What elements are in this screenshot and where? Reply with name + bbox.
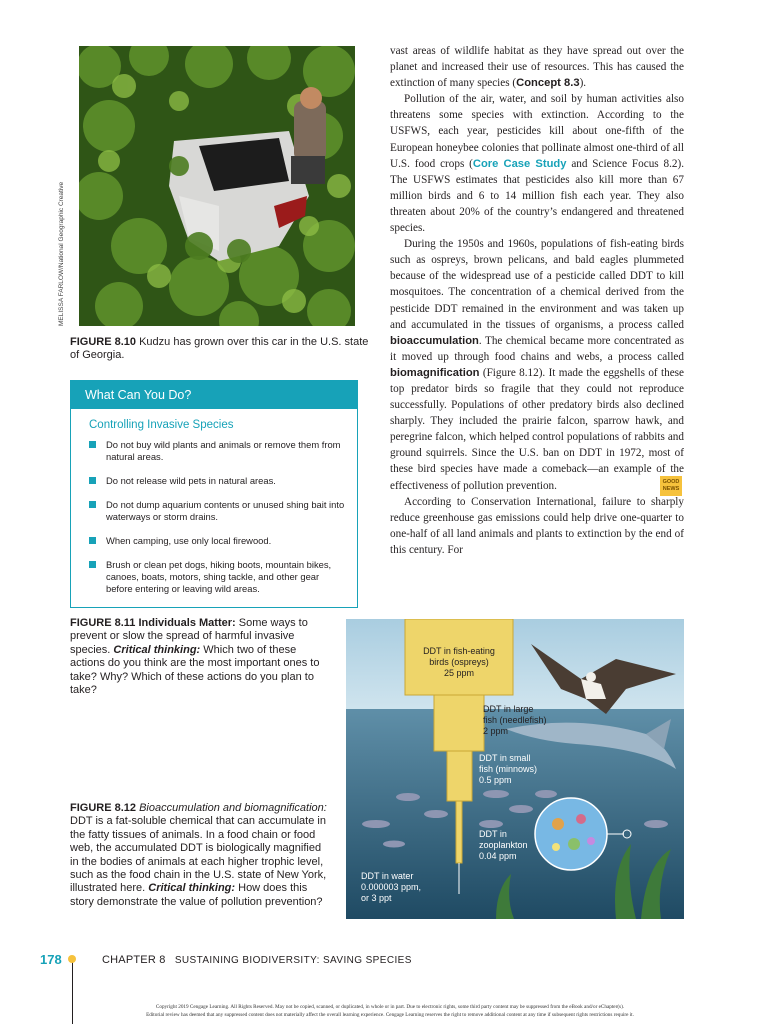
caption-text: DDT is a fat-soluble chemical that can accumulate in the fatty tissues of animals. In a food chain or food web, the accumulated DDT is biologically magnified in the bodies of animals at each higher trophic level, such as the food chain in the U.S. state of New York, illustrated here. — [70, 815, 327, 895]
text-run: and Science Focus 8.2). The USFWS estimates that pesticides also kill more than 67 million birds and 6 to 14 million fish each year. They also threaten about 20% of the country’s endangered and threatened species. — [390, 157, 684, 235]
figure-title: Bioaccumulation and biomagnification: — [139, 802, 327, 814]
list-item-text: Do not release wild pets in natural areas. — [106, 475, 276, 486]
zooplankton-label: DDT in zooplankton 0.04 ppm — [479, 829, 528, 861]
what-can-you-do-box — [70, 380, 358, 608]
figure-8-10-caption — [70, 336, 370, 363]
key-term: biomagnification — [390, 366, 480, 379]
biomagnification-diagram — [346, 619, 684, 919]
figure-8-12-caption — [70, 802, 332, 909]
list-item-text: Brush or clean pet dogs, hiking boots, mountain bikes, canoes, boats, motors, shing tackle, and other gear before entering or leaving wild areas. — [106, 559, 332, 594]
list-item-text: Do not buy wild plants and animals or remove them from natural areas. — [106, 439, 341, 462]
paragraph — [390, 91, 684, 236]
bullet-square-icon — [89, 477, 96, 484]
action-list — [71, 439, 357, 595]
paragraph — [390, 43, 684, 91]
kudzu-car-photo — [79, 46, 355, 326]
running-head — [102, 954, 412, 966]
figure-label: FIGURE 8.12 — [70, 802, 137, 814]
minnow-label: DDT in small fish (minnows) 0.5 ppm — [479, 753, 538, 785]
paragraph — [390, 236, 684, 494]
figure-8-11-caption — [70, 617, 332, 697]
box-title: What Can You Do? — [71, 381, 357, 409]
zooplankton-ddt-bar — [456, 801, 462, 863]
text-run: Pollution of the air, water, and soil by human activities also threatens some species with extinction. According to the USFWS, each year, pesticides kill about one-fifth of the European honeybee colonies that pollinate almost one-third of all U.S. food crops ( — [390, 93, 684, 170]
copyright-notice — [100, 1003, 680, 1019]
chapter-number: CHAPTER 8 — [102, 954, 166, 966]
caption-text: Kudzu has grown over this car in the U.S. state of Georgia. — [70, 336, 369, 362]
list-item-text: Do not dump aquarium contents or unused shing bait into waterways or storm drains. — [106, 499, 345, 522]
kudzu-car-illustration — [79, 46, 355, 326]
water-label: DDT in water 0.000003 ppm, or 3 ppt — [361, 871, 422, 903]
minnow-ddt-bar — [447, 751, 472, 801]
footer-rule — [72, 960, 73, 1024]
critical-thinking-label: Critical thinking: — [148, 882, 236, 895]
caption-question: Which two of these actions do you think are the most important ones to take? Why? Which of these actions do you plan to take? — [70, 643, 320, 697]
figure-label: FIGURE 8.11 — [70, 617, 136, 629]
text-run: (Figure 8.12). It made the eggshells of these top predator birds so fragile that they could not reproduce successfully. Populations of other predatory birds also declined sharply. They included the prairie falcon, sparrow hawk, and peregrine falcon, which helped control populations of rabbits and ground squirrels. Since the U.S. ban on DDT in 1972, most of these bird species have made a comeback—an example of the effectiveness of pollution prevention. — [390, 366, 684, 492]
bullet-square-icon — [89, 441, 96, 448]
paragraph — [390, 494, 684, 558]
caption-question: How does this story demonstrate the value of pollution prevention? — [70, 882, 323, 908]
list-item — [89, 439, 347, 463]
needlefish-ddt-bar — [434, 695, 484, 751]
figure-label: FIGURE 8.10 — [70, 336, 137, 348]
good-news-badge — [660, 476, 682, 496]
bullet-square-icon — [89, 561, 96, 568]
badge-line: GOOD — [662, 479, 680, 485]
text-run: vast areas of wildlife habitat as they have spread out over the planet and increased their use of resources. This has caused the extinction of many species ( — [390, 45, 684, 90]
box-subtitle: Controlling Invasive Species — [89, 419, 234, 431]
list-item — [89, 559, 347, 595]
bullet-square-icon — [89, 537, 96, 544]
badge-line: NEWS — [662, 486, 680, 492]
text-run: ). — [579, 77, 587, 90]
key-term: bioaccumulation — [390, 334, 479, 347]
text-run: . The chemical became more concentrated as it moved up through food chains and webs, a process called — [390, 334, 684, 363]
text-run: According to Conservation International, failure to sharply reduce greenhouse gas emissions could help drive one-quarter to one-half of all land animals and plants to extinction by the end of this century. For — [390, 495, 684, 556]
figure-title: Individuals Matter: — [138, 617, 236, 629]
osprey-label: DDT in fish-eating birds (ospreys) 25 ppm — [423, 646, 495, 678]
bullet-square-icon — [89, 501, 96, 508]
list-item — [89, 475, 347, 487]
copyright-line: Editorial review has deemed that any suppressed content does not materially affect the overall learning experience. Cengage Learning reserves the right to remove additional content at any time if subsequent rights restrictions require it. — [146, 1012, 634, 1018]
caption-text: Some ways to prevent or slow the spread of harmful invasive species. — [70, 617, 308, 656]
critical-thinking-label: Critical thinking: — [113, 643, 201, 656]
concept-link[interactable]: Concept 8.3 — [516, 77, 580, 90]
page-number: 178 — [40, 952, 62, 967]
list-item — [89, 535, 347, 547]
footer-dot-icon — [68, 955, 76, 963]
body-text — [390, 43, 684, 558]
list-item — [89, 499, 347, 523]
chapter-title: SUSTAINING BIODIVERSITY: SAVING SPECIES — [174, 955, 412, 966]
core-case-study-link[interactable]: Core Case Study — [472, 157, 567, 170]
list-item-text: When camping, use only local firewood. — [106, 535, 272, 546]
copyright-line: Copyright 2019 Cengage Learning. All Rights Reserved. May not be copied, scanned, or duplicated, in whole or in part. Due to electronic rights, some third party content may be suppressed from the eBook and/or eChapter(s). — [155, 1004, 625, 1010]
needlefish-label: DDT in large fish (needlefish) 2 ppm — [483, 704, 547, 736]
text-run: During the 1950s and 1960s, populations of fish-eating birds such as ospreys, brown pelicans, and bald eagles plummeted because of the widespread use of a pesticide called DDT to kill mosquitoes. The concentration of a chemical derived from the pesticide DDT remained in the environment and was taken up and accumulated in the tissues of organisms, a process called — [390, 238, 684, 331]
photo-credit: MELISSA FARLOW/National Geographic Creative — [58, 181, 65, 326]
